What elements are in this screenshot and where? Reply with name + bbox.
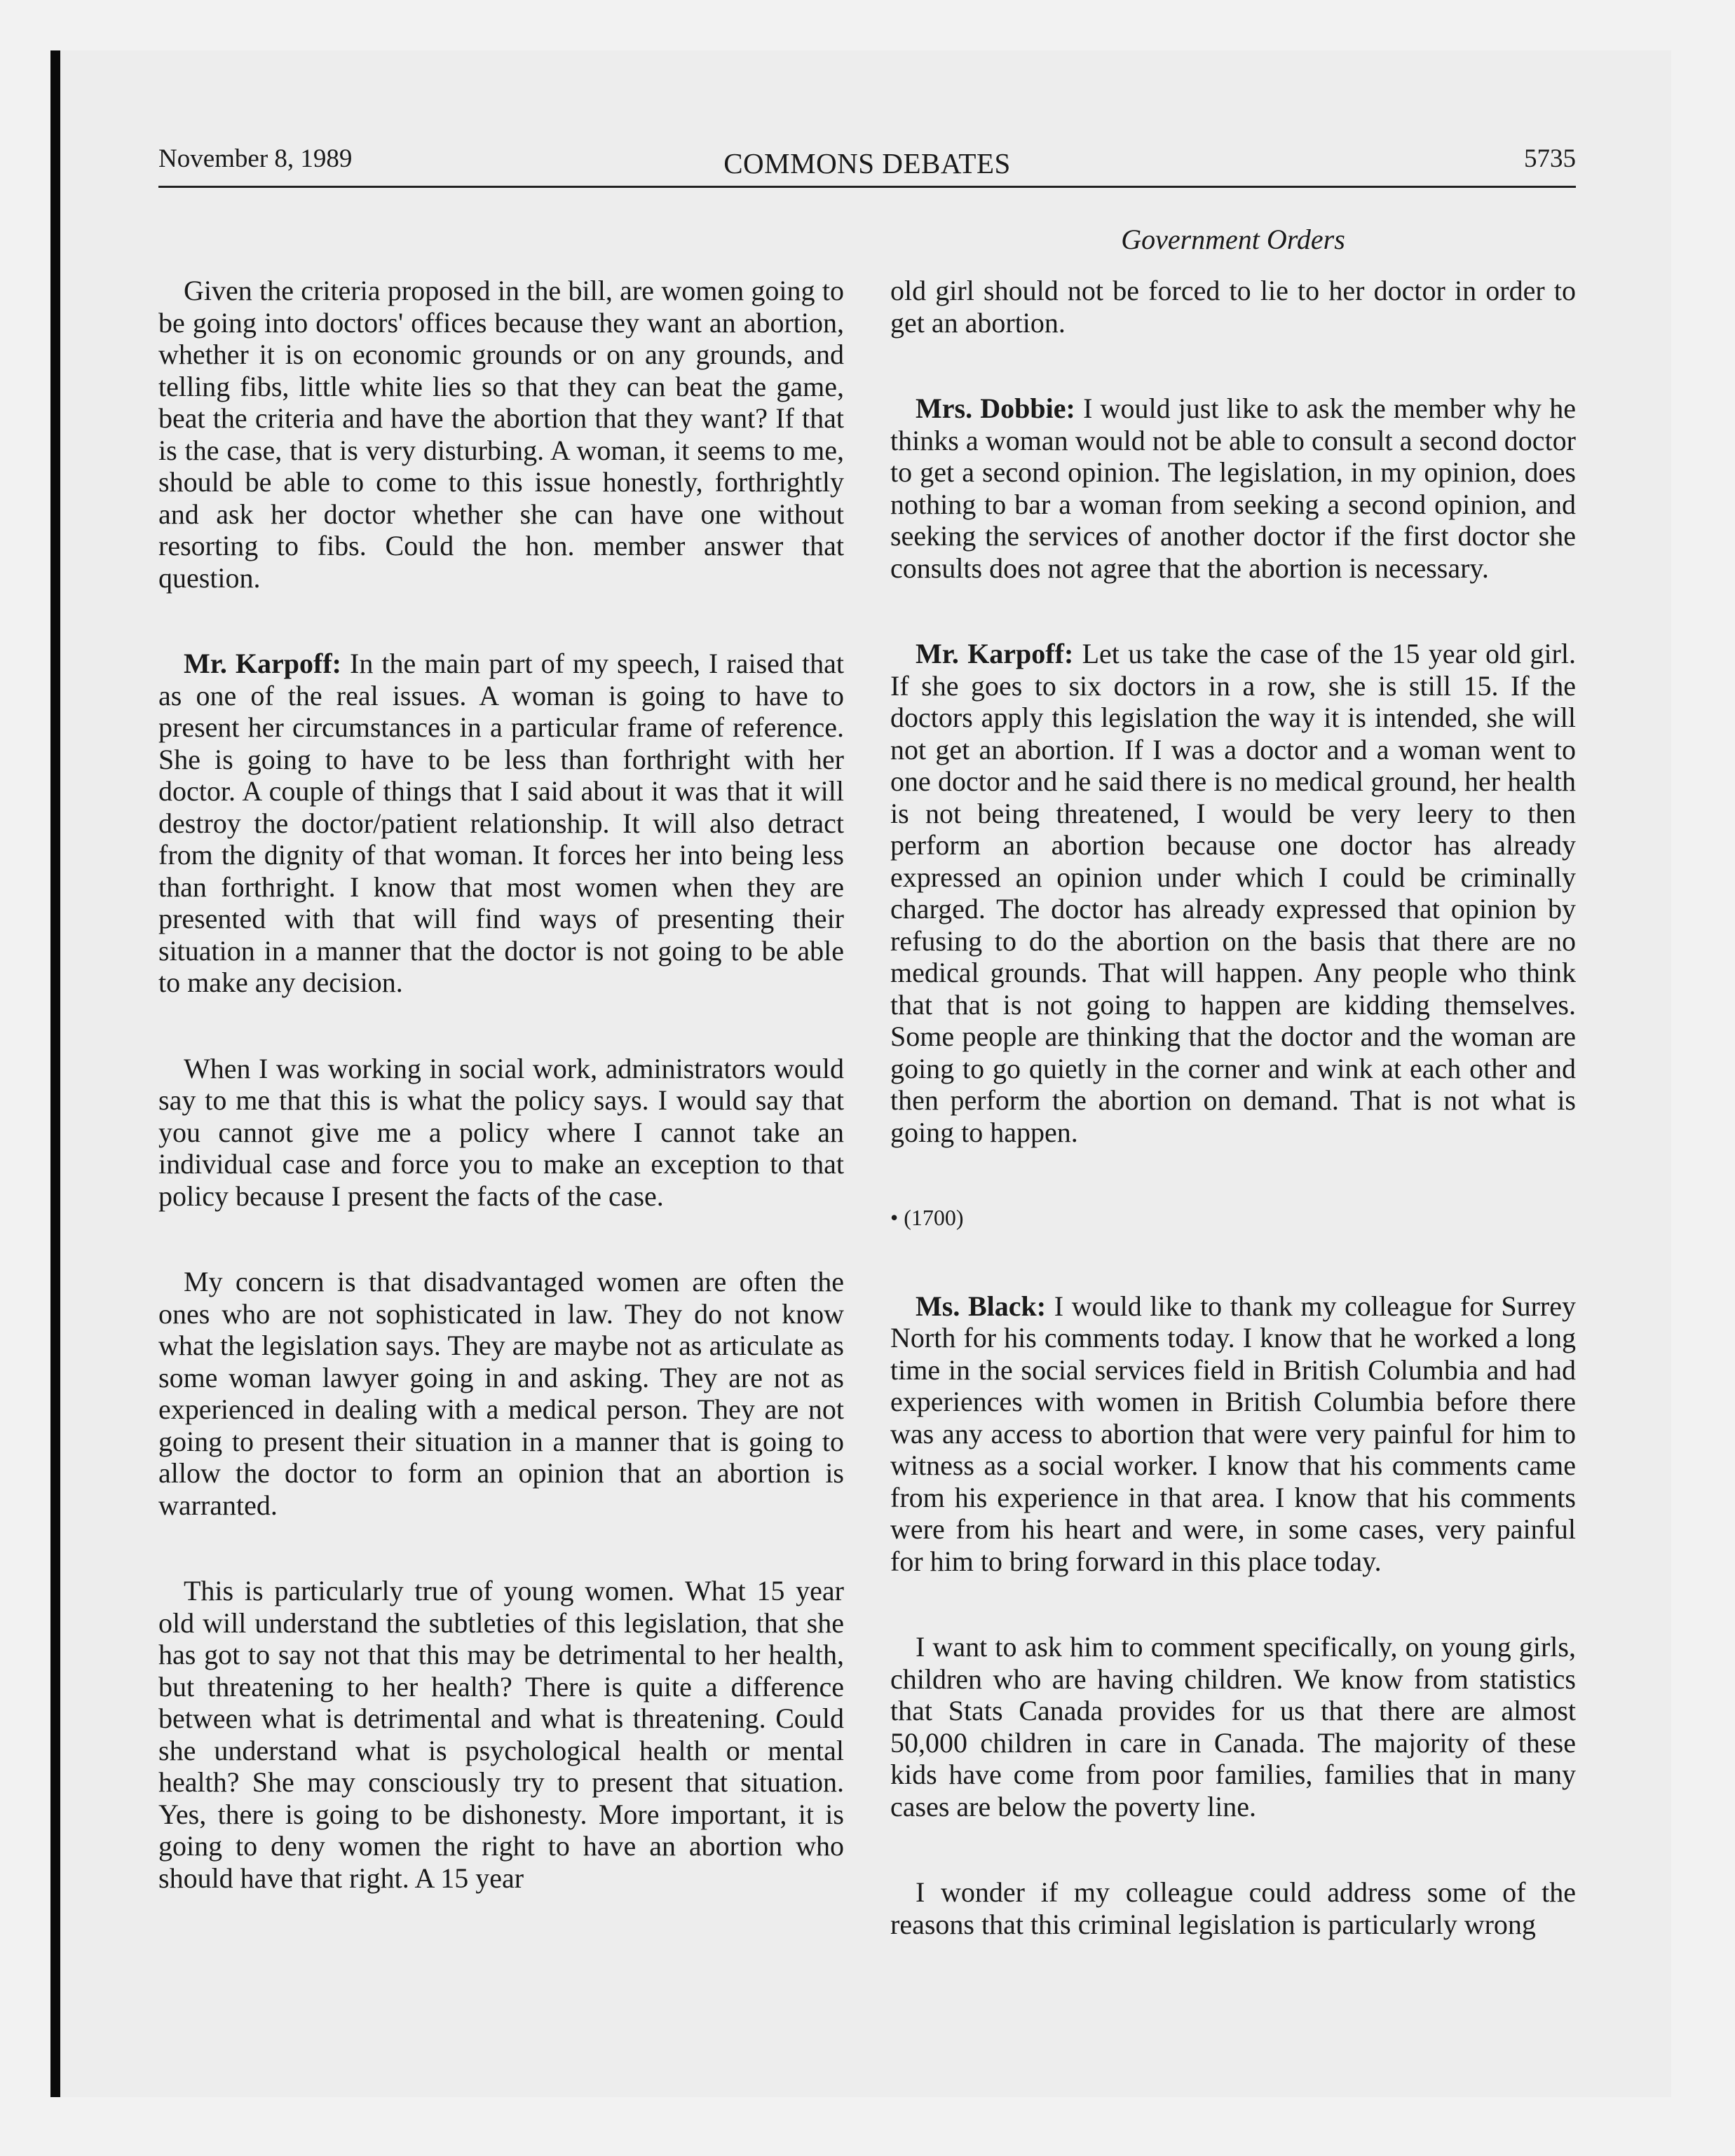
right-column — [890, 275, 1576, 1994]
paragraph-text: My concern is that disadvantaged women are often the ones who are not sophisticated in law. They do not know what the legislation says. They are maybe not as articulate as some woman lawyer going in and asking. They are not as experienced in dealing with a medical person. They are not going to present their situation in a manner that is going to allow the doctor to form an opinion that an abortion is warranted. — [158, 1266, 844, 1521]
paragraph-text: This is particularly true of young women. What 15 year old will understand the subtleties of this legislation, that she has got to say not that this may be detrimental to her health, but threatening to her health? There is quite a difference between what is detrimental and what is threatening. Could she understand what is psychological health or mental health? She may consciously try to present that situation. Yes, there is going to be dishonesty. More important, it is going to deny women the right to have an abortion who should have that right. A 15 year — [158, 1575, 844, 1894]
speaker-name: Ms. Black: — [916, 1290, 1047, 1322]
paragraph-text: I would like to thank my colleague for Surrey North for his comments today. I know that he worked a long time in the social services field in British Columbia and had experiences with women in British Columbia before there was any access to abortion that were very painful for him to witness as a social worker. I know that his comments came from his experience in that area. I know that his comments were from his heart and were, in some cases, very painful for him to bring forward in this place today. — [890, 1290, 1577, 1577]
paragraph — [158, 1266, 844, 1521]
paragraph — [890, 1290, 1576, 1578]
section-label: Government Orders — [1121, 224, 1345, 255]
paragraph-text: In the main part of my speech, I raised that as one of the real issues. A woman is going to have to present her circumstances in a particular frame of reference. She is going to have to be less than forthright with her doctor. A couple of things that I said about it was that it will destroy the doctor/patient relationship. It will also detract from the dignity of that woman. It forces her into being less than forthright. I know that most women when they are presented with that will find ways of presenting their situation in a manner that the doctor is not going to be able to make any decision. — [158, 648, 844, 998]
header-date: November 8, 1989 — [158, 144, 353, 173]
page-header — [158, 144, 1576, 188]
paragraph — [890, 393, 1576, 584]
left-column — [158, 275, 844, 1948]
paragraph — [890, 1631, 1576, 1822]
speaker-name: Mr. Karpoff: — [916, 638, 1074, 669]
page-number: 5735 — [1524, 144, 1576, 173]
paragraph-text: I want to ask him to comment specifically, on young girls, children who are having children. We know from statistics that Stats Canada provides for us that there are almost 50,000 children in care in Canada. The majority of these kids have come from poor families, families that in many cases are below the poverty line. — [890, 1631, 1576, 1822]
speaker-name: Mrs. Dobbie: — [916, 393, 1075, 424]
paragraph — [890, 1876, 1576, 1940]
speaker-name: Mr. Karpoff: — [184, 648, 341, 679]
scan-edge-bar — [50, 50, 60, 2097]
paragraph — [158, 275, 844, 594]
paragraph-text: When I was working in social work, administrators would say to me that this is what the policy says. I would say that you cannot give me a policy where I cannot take an individual case and force you to make an exception to that policy because I present the facts of the case. — [158, 1052, 844, 1212]
paragraph — [158, 1053, 844, 1213]
time-marker: • (1700) — [890, 1205, 964, 1230]
header-title: COMMONS DEBATES — [723, 147, 1011, 179]
paragraph-text: Given the criteria proposed in the bill, are women going to be going into doctors' offices because they want an abortion, whether it is on economic grounds or on any grounds, and telling fibs, little white lies so that they can beat the game, beat the criteria and have the abortion that they want? If that is the case, that is very disturbing. A woman, it seems to me, should be able to come to this issue honestly, forthrightly and ask her doctor whether she can have one without resorting to fibs. Could the hon. member answer that question. — [158, 275, 844, 594]
paragraph-text: I would just like to ask the member why he thinks a woman would not be able to consult a second doctor to get a second opinion. The legislation, in my opinion, does nothing to bar a woman from seeking a second opinion, and seeking the services of another doctor if the first doctor she consults does not agree that the abortion is necessary. — [890, 393, 1577, 584]
paragraph-continuation: old girl should not be forced to lie to her doctor in order to get an abortion. — [890, 275, 1576, 339]
paragraph-text: Let us take the case of the 15 year old girl. If she goes to six doctors in a row, she is still 15. If the doctors apply this legislation the way it is intended, she will not get an abortion. If I was a doctor and a woman went to one doctor and he said there is no medical ground, her health is not being threatened, I would be very leery to then perform an abortion because one doctor has already expressed an opinion under which I could be criminally charged. The doctor has already expressed that opinion by refusing to do the abortion on the basis that there are no medical grounds. That will happen. Any people who think that that is not going to happen are kidding themselves. Some people are thinking that the doctor and the woman are going to go quietly in the corner and wink at each other and then perform the abortion on demand. That is not what is going to happen. — [890, 638, 1576, 1148]
paragraph-text: I wonder if my colleague could address some of the reasons that this criminal legislation is particularly wrong — [890, 1876, 1576, 1940]
paragraph — [890, 638, 1576, 1148]
paragraph — [158, 648, 844, 999]
paragraph — [158, 1575, 844, 1894]
